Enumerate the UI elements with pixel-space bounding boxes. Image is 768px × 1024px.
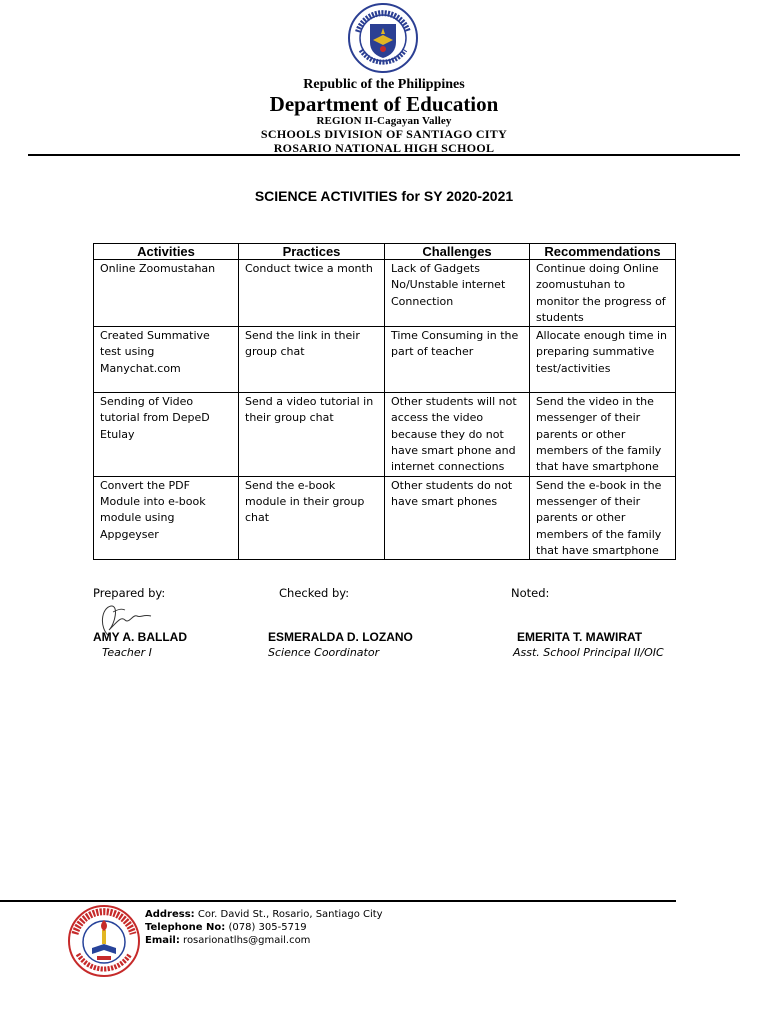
address-value: Cor. David St., Rosario, Santiago City: [197, 909, 383, 920]
cell-activity: Created Summative test using Manychat.com: [94, 327, 239, 393]
address-label: Address:: [145, 909, 195, 920]
cell-challenge: Time Consuming in the part of teacher: [385, 327, 530, 393]
deped-seal-logo: [345, 2, 421, 74]
telephone-line: [145, 922, 307, 933]
email-label: Email:: [145, 935, 180, 946]
document-title: SCIENCE ACTIVITIES for SY 2020-2021: [254, 188, 514, 204]
noted-label: Noted:: [511, 586, 550, 600]
cell-recommendation: Allocate enough time in preparing summative test/activities: [530, 327, 676, 393]
checker-name: ESMERALDA D. LOZANO: [268, 630, 413, 644]
email-line: [145, 935, 310, 946]
telephone-label: Telephone No:: [145, 922, 226, 933]
prepared-by-label: Prepared by:: [93, 586, 166, 600]
footer-divider: [0, 900, 676, 902]
preparer-name: AMY A. BALLAD: [93, 630, 187, 644]
cell-recommendation: Continue doing Online zoomustuhan to monitor the progress of students: [530, 260, 676, 327]
division-heading: SCHOOLS DIVISION OF SANTIAGO CITY: [260, 127, 508, 141]
cell-practice: Send the link in their group chat: [239, 327, 385, 393]
address-line: [145, 909, 383, 920]
header-divider: [28, 154, 740, 156]
table-row: [94, 260, 676, 327]
cell-activity: Convert the PDF Module into e-book module using Appgeyser: [94, 476, 239, 559]
preparer-role: Teacher I: [102, 646, 152, 659]
approver-role: Asst. School Principal II/OIC: [513, 646, 664, 659]
school-heading: ROSARIO NATIONAL HIGH SCHOOL: [273, 141, 495, 155]
telephone-value: (078) 305-5719: [228, 922, 307, 933]
activities-table: [93, 243, 676, 560]
table-row: [94, 327, 676, 393]
column-header-practices: Practices: [239, 244, 385, 260]
table-row: [94, 393, 676, 476]
cell-practice: Send the e-book module in their group chat: [239, 476, 385, 559]
cell-recommendation: Send the video in the messenger of their parents or other members of the family that have smartphone: [530, 393, 676, 476]
table-header-row: [94, 244, 676, 260]
cell-challenge: Other students do not have smart phones: [385, 476, 530, 559]
cell-practice: Conduct twice a month: [239, 260, 385, 327]
approver-name: EMERITA T. MAWIRAT: [517, 630, 643, 644]
region-heading: REGION II-Cagayan Valley: [316, 115, 452, 127]
email-value: rosarionatlhs@gmail.com: [183, 935, 311, 946]
school-logo: [66, 904, 142, 978]
cell-activity: Online Zoomustahan: [94, 260, 239, 327]
department-heading: Department of Education: [269, 92, 499, 116]
checked-by-label: Checked by:: [279, 586, 350, 600]
column-header-activities: Activities: [94, 244, 239, 260]
checker-role: Science Coordinator: [268, 646, 380, 659]
cell-practice: Send a video tutorial in their group chat: [239, 393, 385, 476]
cell-recommendation: Send the e-book in the messenger of their parents or other members of the family that have smartphone: [530, 476, 676, 559]
cell-activity: Sending of Video tutorial from DepeD Etulay: [94, 393, 239, 476]
cell-challenge: Lack of Gadgets No/Unstable internet Connection: [385, 260, 530, 327]
column-header-recommendations: Recommendations: [530, 244, 676, 260]
column-header-challenges: Challenges: [385, 244, 530, 260]
cell-challenge: Other students will not access the video because they do not have smart phone and internet connections: [385, 393, 530, 476]
table-row: [94, 476, 676, 559]
republic-heading: Republic of the Philippines: [303, 77, 465, 92]
